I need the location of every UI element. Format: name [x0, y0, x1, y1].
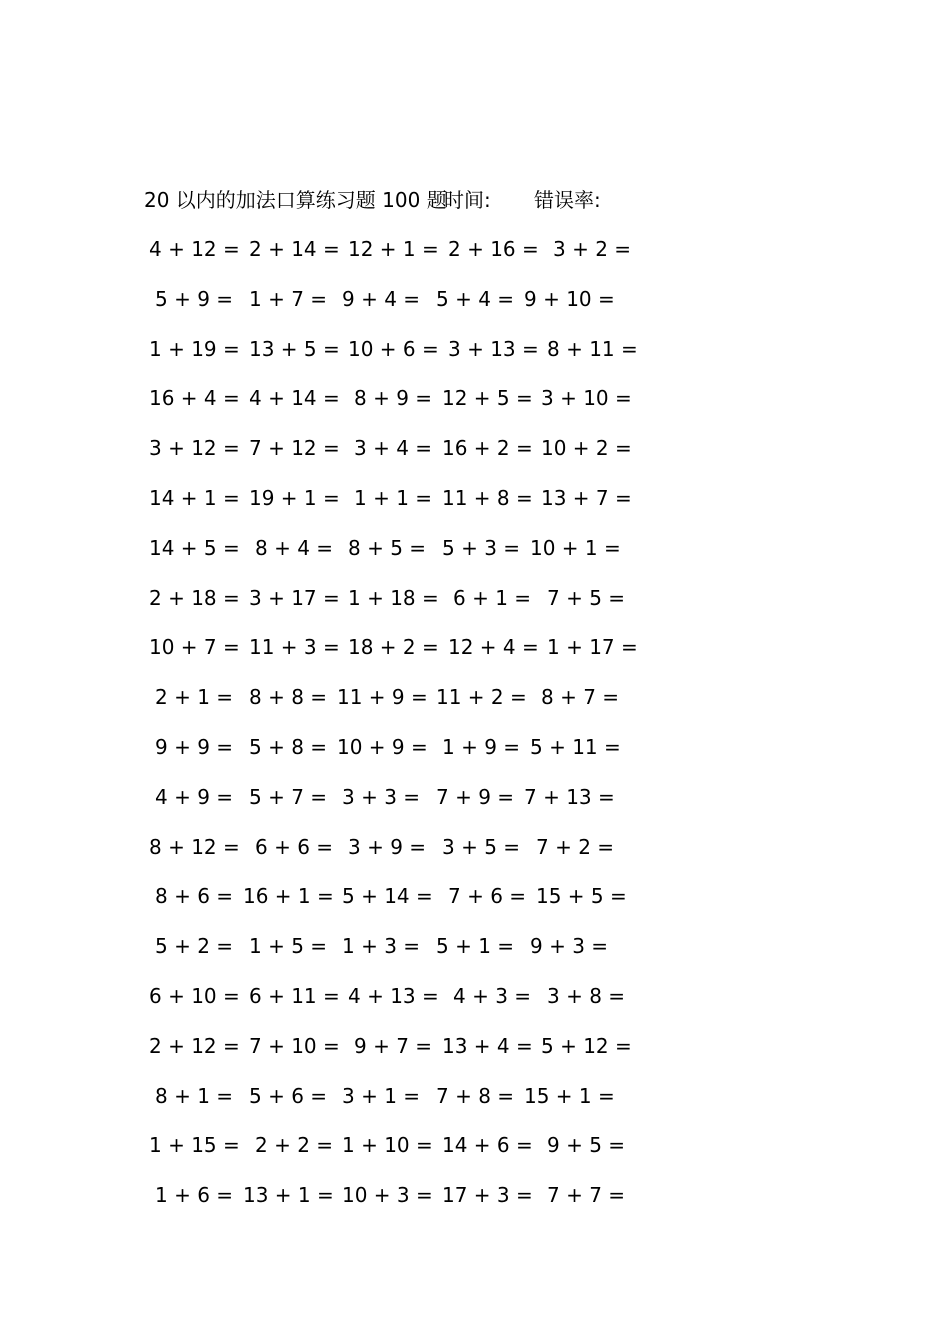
- addition-problem: 1 + 17 =: [547, 635, 638, 660]
- problem-row: [0, 433, 950, 483]
- addition-problem: 7 + 7 =: [547, 1183, 626, 1208]
- addition-problem: 3 + 8 =: [547, 983, 626, 1008]
- addition-problem: 3 + 10 =: [541, 386, 632, 411]
- addition-problem: 6 + 11 =: [249, 983, 340, 1008]
- addition-problem: 13 + 7 =: [541, 485, 632, 510]
- addition-problem: 1 + 18 =: [348, 585, 439, 610]
- problem-row: [0, 284, 950, 334]
- addition-problem: 5 + 2 =: [155, 934, 234, 959]
- addition-problem: 1 + 6 =: [155, 1183, 234, 1208]
- addition-problem: 8 + 5 =: [348, 535, 427, 560]
- addition-problem: 9 + 4 =: [342, 286, 421, 311]
- addition-problem: 17 + 3 =: [442, 1183, 533, 1208]
- problem-row: [0, 632, 950, 682]
- addition-problem: 6 + 1 =: [453, 585, 532, 610]
- problem-row: [0, 881, 950, 931]
- addition-problem: 2 + 14 =: [249, 237, 340, 261]
- addition-problem: 10 + 1 =: [530, 535, 621, 560]
- addition-problem: 13 + 4 =: [442, 1033, 533, 1058]
- addition-problem: 10 + 9 =: [337, 734, 428, 759]
- addition-problem: 15 + 1 =: [524, 1083, 615, 1108]
- addition-problem: 7 + 8 =: [436, 1083, 515, 1108]
- problem-grid: [0, 234, 950, 1230]
- addition-problem: 1 + 3 =: [342, 934, 421, 959]
- addition-problem: 8 + 6 =: [155, 884, 234, 909]
- addition-problem: 10 + 6 =: [348, 336, 439, 361]
- addition-problem: 7 + 2 =: [536, 834, 615, 859]
- addition-problem: 8 + 4 =: [255, 535, 334, 560]
- addition-problem: 5 + 6 =: [249, 1083, 328, 1108]
- addition-problem: 1 + 5 =: [249, 934, 328, 959]
- addition-problem: 3 + 12 =: [149, 436, 240, 461]
- addition-problem: 5 + 4 =: [436, 286, 515, 311]
- addition-problem: 3 + 2 =: [553, 237, 632, 261]
- problem-row: [0, 782, 950, 832]
- problem-row: [0, 583, 950, 633]
- addition-problem: 14 + 6 =: [442, 1133, 533, 1158]
- time-label: 时间:: [444, 188, 491, 212]
- problem-row: [0, 981, 950, 1031]
- addition-problem: 11 + 8 =: [442, 485, 533, 510]
- addition-problem: 7 + 12 =: [249, 436, 340, 461]
- problem-row: [0, 334, 950, 384]
- addition-problem: 15 + 5 =: [536, 884, 627, 909]
- addition-problem: 11 + 9 =: [337, 685, 428, 710]
- addition-problem: 16 + 2 =: [442, 436, 533, 461]
- addition-problem: 3 + 1 =: [342, 1083, 421, 1108]
- addition-problem: 9 + 5 =: [547, 1133, 626, 1158]
- addition-problem: 3 + 17 =: [249, 585, 340, 610]
- addition-problem: 8 + 7 =: [541, 685, 620, 710]
- addition-problem: 8 + 1 =: [155, 1083, 234, 1108]
- addition-problem: 18 + 2 =: [348, 635, 439, 660]
- addition-problem: 6 + 10 =: [149, 983, 240, 1008]
- addition-problem: 1 + 1 =: [354, 485, 433, 510]
- addition-problem: 5 + 3 =: [442, 535, 521, 560]
- addition-problem: 9 + 9 =: [155, 734, 234, 759]
- addition-problem: 7 + 9 =: [436, 784, 515, 809]
- addition-problem: 9 + 10 =: [524, 286, 615, 311]
- addition-problem: 8 + 9 =: [354, 386, 433, 411]
- addition-problem: 19 + 1 =: [249, 485, 340, 510]
- addition-problem: 8 + 11 =: [547, 336, 638, 361]
- addition-problem: 1 + 7 =: [249, 286, 328, 311]
- addition-problem: 2 + 18 =: [149, 585, 240, 610]
- addition-problem: 7 + 13 =: [524, 784, 615, 809]
- addition-problem: 9 + 7 =: [354, 1033, 433, 1058]
- addition-problem: 5 + 12 =: [541, 1033, 632, 1058]
- problem-row: [0, 1130, 950, 1180]
- addition-problem: 2 + 12 =: [149, 1033, 240, 1058]
- addition-problem: 4 + 13 =: [348, 983, 439, 1008]
- addition-problem: 12 + 4 =: [448, 635, 539, 660]
- addition-problem: 1 + 9 =: [442, 734, 521, 759]
- problem-row: [0, 1180, 950, 1230]
- problem-row: [0, 1031, 950, 1081]
- addition-problem: 9 + 3 =: [530, 934, 609, 959]
- addition-problem: 3 + 5 =: [442, 834, 521, 859]
- addition-problem: 6 + 6 =: [255, 834, 334, 859]
- addition-problem: 2 + 2 =: [255, 1133, 334, 1158]
- addition-problem: 1 + 15 =: [149, 1133, 240, 1158]
- addition-problem: 4 + 3 =: [453, 983, 532, 1008]
- addition-problem: 7 + 6 =: [448, 884, 527, 909]
- addition-problem: 14 + 1 =: [149, 485, 240, 510]
- addition-problem: 5 + 1 =: [436, 934, 515, 959]
- problem-row: [0, 383, 950, 433]
- addition-problem: 12 + 1 =: [348, 237, 439, 261]
- addition-problem: 16 + 4 =: [149, 386, 240, 411]
- addition-problem: 1 + 19 =: [149, 336, 240, 361]
- addition-problem: 1 + 10 =: [342, 1133, 433, 1158]
- addition-problem: 14 + 5 =: [149, 535, 240, 560]
- addition-problem: 13 + 1 =: [243, 1183, 334, 1208]
- addition-problem: 4 + 9 =: [155, 784, 234, 809]
- problem-row: [0, 234, 950, 284]
- addition-problem: 8 + 8 =: [249, 685, 328, 710]
- addition-problem: 13 + 5 =: [249, 336, 340, 361]
- error-rate-label: 错误率:: [534, 188, 601, 212]
- problem-row: [0, 832, 950, 882]
- addition-problem: 5 + 11 =: [530, 734, 621, 759]
- worksheet-title: 20 以内的加法口算练习题 100 题: [144, 188, 447, 212]
- problem-row: [0, 732, 950, 782]
- addition-problem: 8 + 12 =: [149, 834, 240, 859]
- addition-problem: 10 + 7 =: [149, 635, 240, 660]
- addition-problem: 11 + 3 =: [249, 635, 340, 660]
- addition-problem: 5 + 9 =: [155, 286, 234, 311]
- addition-problem: 10 + 3 =: [342, 1183, 433, 1208]
- addition-problem: 5 + 14 =: [342, 884, 433, 909]
- problem-row: [0, 483, 950, 533]
- addition-problem: 3 + 13 =: [448, 336, 539, 361]
- addition-problem: 5 + 8 =: [249, 734, 328, 759]
- addition-problem: 2 + 16 =: [448, 237, 539, 261]
- addition-problem: 5 + 7 =: [249, 784, 328, 809]
- addition-problem: 10 + 2 =: [541, 436, 632, 461]
- addition-problem: 11 + 2 =: [436, 685, 527, 710]
- addition-problem: 16 + 1 =: [243, 884, 334, 909]
- addition-problem: 7 + 5 =: [547, 585, 626, 610]
- addition-problem: 2 + 1 =: [155, 685, 234, 710]
- addition-problem: 3 + 4 =: [354, 436, 433, 461]
- addition-problem: 4 + 14 =: [249, 386, 340, 411]
- addition-problem: 3 + 3 =: [342, 784, 421, 809]
- addition-problem: 7 + 10 =: [249, 1033, 340, 1058]
- addition-problem: 12 + 5 =: [442, 386, 533, 411]
- problem-row: [0, 682, 950, 732]
- problem-row: [0, 1081, 950, 1131]
- problem-row: [0, 533, 950, 583]
- addition-problem: 3 + 9 =: [348, 834, 427, 859]
- problem-row: [0, 931, 950, 981]
- addition-problem: 4 + 12 =: [149, 237, 240, 261]
